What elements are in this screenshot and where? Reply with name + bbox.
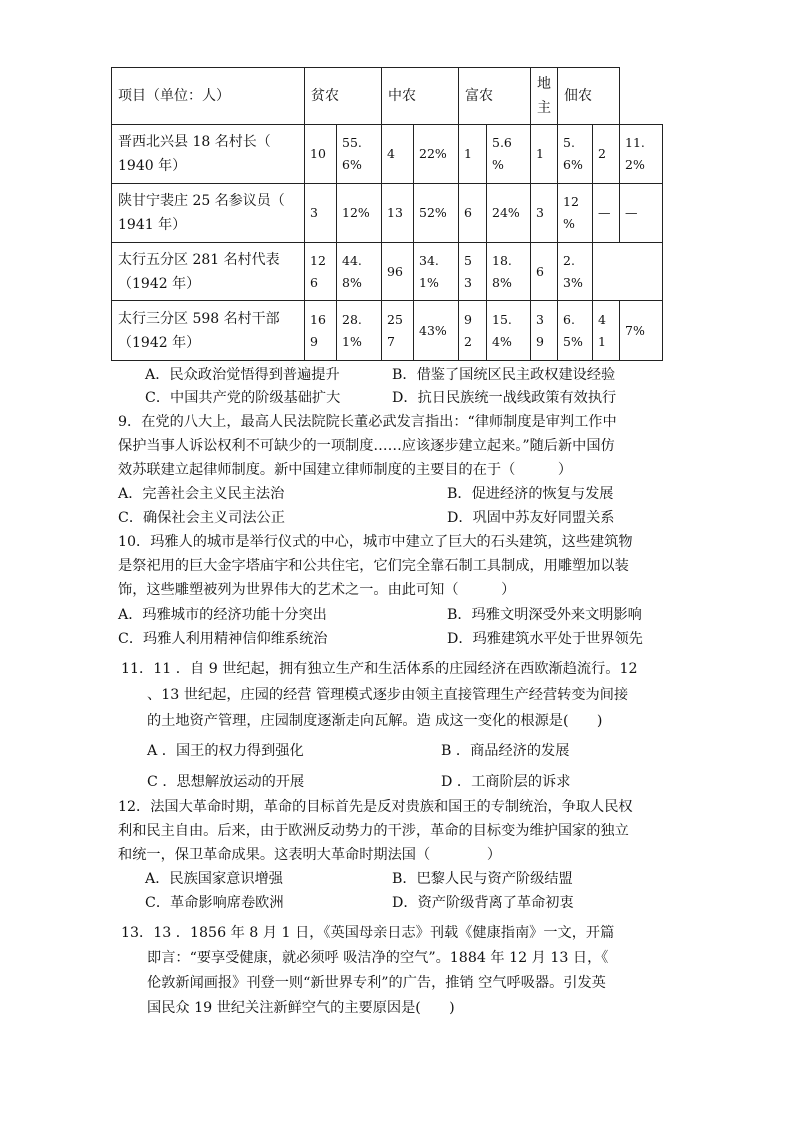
table-cell: 44. 8% — [337, 243, 382, 301]
q9-option-a: A．完善社会主义民主法治 — [118, 486, 285, 502]
table-cell: 12% — [337, 184, 382, 243]
row-label — [112, 243, 305, 301]
table-cell: 3 — [305, 184, 337, 243]
q10-option-d: D．玛雅建筑水平处于世界领先 — [447, 631, 643, 647]
q11-stem-line: 、13 世纪起，庄园的经营 管理模式逐步由领主直接管理生产经营转变为间接 — [147, 687, 629, 703]
q10-stem-line: 10．玛雅人的城市是举行仪式的中心，城市中建立了巨大的石头建筑，这些建筑物 — [118, 534, 633, 550]
table-cell: 11. 2% — [620, 125, 663, 184]
q11-stem-line: 的土地资产管理，庄园制度逐渐走向瓦解。造 成这一变化的根源是( ) — [147, 713, 603, 729]
q8-option-d: D．抗日民族统一战线政策有效执行 — [392, 390, 617, 406]
q12-option-c: C．革命影响席卷欧洲 — [145, 895, 284, 911]
q9-option-d: D．巩固中苏友好同盟关系 — [447, 510, 615, 526]
table-row — [112, 125, 663, 184]
q10-stem-line: 饰，这些雕塑被列为世界伟大的艺术之一。由此可知（ ） — [118, 582, 516, 598]
header-cell: 佃农 — [558, 68, 620, 125]
row-label-line: （1942 年） — [118, 275, 201, 292]
q10-stem-line: 是祭祀用的巨大金字塔庙宇和公共住宅，它们完全靠石制工具制成，用雕塑加以装 — [118, 558, 629, 574]
row-label-line: 陕甘宁裴庄 25 名参议员（ — [118, 193, 285, 209]
q9-stem-line: 保护当事人诉讼权利不可缺少的一项制度……应该逐步建立起来。”随后新中国仿 — [118, 438, 615, 454]
q10-option-c: C．玛雅人利用精神信仰维系统治 — [118, 631, 328, 647]
q11-option-d: D ．工商阶层的诉求 — [441, 774, 571, 790]
table-cell: 10 — [305, 125, 337, 184]
table-cell: 3 — [531, 184, 558, 243]
table-row — [112, 243, 663, 301]
table-row — [112, 184, 663, 243]
q11-option-b: B ．商品经济的发展 — [441, 743, 570, 759]
table-cell: 18. 8% — [487, 243, 531, 301]
header-cell: 富农 — [459, 68, 531, 125]
q12-stem-line: 和统一，保卫革命成果。这表明大革命时期法国（ ） — [118, 847, 502, 863]
header-cell: 中农 — [382, 68, 459, 125]
q8-option-a: A．民众政治觉悟得到普遍提升 — [145, 367, 340, 383]
table-cell: 24% — [487, 184, 531, 243]
row-label-line: 太行五分区 281 名村代表 — [118, 251, 280, 268]
data-table — [111, 67, 663, 361]
table-cell: 1 — [459, 125, 487, 184]
table-cell: 52% — [414, 184, 459, 243]
header-cell: 项目（单位：人） — [112, 68, 305, 125]
q13-stem-line: 伦敦新闻画报》刊登一则“新世界专利”的广告，推销 空气呼吸器。引发英 — [147, 975, 606, 991]
table-cell: 22% — [414, 125, 459, 184]
table-cell: 6 — [531, 243, 558, 301]
row-label — [112, 125, 305, 184]
q11-option-c: C ．思想解放运动的开展 — [147, 774, 305, 790]
table-cell: 13 — [382, 184, 414, 243]
q12-option-b: B．巴黎人民与资产阶级结盟 — [392, 871, 573, 887]
row-label-line: 1940 年） — [118, 158, 187, 174]
q12-stem-line: 12．法国大革命时期，革命的目标首先是反对贵族和国王的专制统治，争取人民权 — [118, 799, 633, 815]
q11-stem-line: 11．11 ．自 9 世纪起，拥有独立生产和生活体系的庄园经济在西欧渐趋流行。12 — [121, 661, 638, 677]
q9-stem-line: 效苏联建立起律师制度。新中国建立律师制度的主要目的在于（ ） — [118, 462, 573, 478]
q12-option-d: D．资产阶级背离了革命初衷 — [392, 895, 574, 911]
row-label-line: 1941 年） — [118, 217, 187, 233]
table-cell: 12 % — [558, 184, 593, 243]
table-cell: 4 — [382, 125, 414, 184]
q9-option-c: C．确保社会主义司法公正 — [118, 510, 285, 526]
table-cell: — — [593, 184, 620, 243]
row-label-line: 晋西北兴县 18 名村长（ — [118, 134, 271, 150]
row-label-line: 太行三分区 598 名村干部 — [118, 310, 280, 327]
q12-stem-line: 利和民主自由。后来，由于欧洲反动势力的干涉，革命的目标变为维护国家的独立 — [118, 823, 629, 839]
q8-option-c: C．中国共产党的阶级基础扩大 — [145, 390, 341, 406]
table-cell: 34. 1% — [414, 243, 459, 301]
table-cell: 6 — [459, 184, 487, 243]
table-cell: 1 — [531, 125, 558, 184]
table-cell: 5.6 % — [487, 125, 531, 184]
table-cell: 25 7 — [382, 301, 414, 361]
table-cell: 6. 5% — [558, 301, 593, 361]
q8-option-b: B．借鉴了国统区民主政权建设经验 — [392, 367, 616, 383]
q13-stem-line: 即言：“要享受健康，就必须呼 吸洁净的空气”。1884 年 12 月 13 日，《 — [147, 950, 609, 966]
table-cell: 7% — [620, 301, 663, 361]
table-cell: 9 2 — [459, 301, 487, 361]
row-label — [112, 301, 305, 361]
table-cell: 4 1 — [593, 301, 620, 361]
table-cell: 2 — [593, 125, 620, 184]
table-cell: 28. 1% — [337, 301, 382, 361]
table-cell: — — [620, 184, 663, 243]
table-cell-empty — [593, 243, 663, 301]
q13-stem-line: 13．13 ．1856 年 8 月 1 日，《英国母亲日志》刊载《健康指南》一文，开篇 — [121, 925, 615, 941]
table-cell: 5 3 — [459, 243, 487, 301]
table-cell: 16 9 — [305, 301, 337, 361]
table-cell: 2. 3% — [558, 243, 593, 301]
table-cell: 3 9 — [531, 301, 558, 361]
row-label-line: （1942 年） — [118, 334, 201, 351]
table-header-row — [112, 68, 663, 125]
row-label — [112, 184, 305, 243]
table-cell: 43% — [414, 301, 459, 361]
header-cell: 地 主 — [531, 68, 558, 125]
table-cell: 96 — [382, 243, 414, 301]
table-cell: 15. 4% — [487, 301, 531, 361]
q11-option-a: A ．国王的权力得到强化 — [147, 743, 304, 759]
q9-option-b: B．促进经济的恢复与发展 — [447, 486, 614, 502]
table-row — [112, 301, 663, 361]
table-cell: 12 6 — [305, 243, 337, 301]
q10-option-b: B．玛雅文明深受外来文明影响 — [447, 607, 642, 623]
q12-option-a: A．民族国家意识增强 — [145, 871, 283, 887]
table-cell: 55. 6% — [337, 125, 382, 184]
q9-stem-line: 9．在党的八大上，最高人民法院院长董必武发言指出：“律师制度是审判工作中 — [118, 414, 617, 430]
q10-option-a: A．玛雅城市的经济功能十分突出 — [118, 607, 327, 623]
header-cell: 贫农 — [305, 68, 382, 125]
q13-stem-line: 国民众 19 世纪关注新鲜空气的主要原因是( ) — [147, 1000, 455, 1016]
table-cell: 5. 6% — [558, 125, 593, 184]
